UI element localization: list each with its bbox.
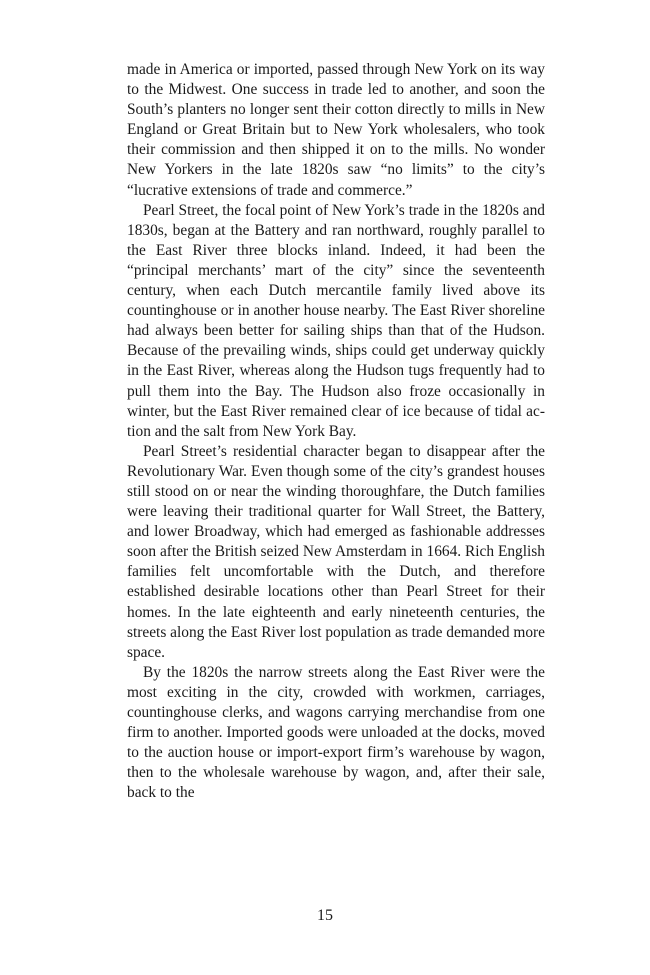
paragraph-continued: made in America or imported, passed through New York on its way to the Midwest. One success in trade led to another, and soon the South’s planters no longer sent their cotton directly to mills in New England or Great Britain but to New York wholesalers, who took their commission and then shipped it on to the mills. No wonder New Yorkers in the late 1820s saw “no limits” to the city’s “lucrative extensions of trade and commerce.”: [127, 61, 545, 199]
page-number: 15: [317, 907, 333, 924]
paragraph-1820s-streets: By the 1820s the narrow streets along the East River were the most exciting in the city, crowded with workmen, carriages, countinghouse clerks, and wagons carrying merchandise from one firm to another. Imported goods were unloaded at the docks, moved to the auction house or import-export firm’s warehouse by wagon, then to the wholesale warehouse by wagon, and, after their sale, back to the: [127, 663, 545, 802]
paragraph-residential-character: Pearl Street’s residential character began to disappear after the Revolutionary War. Even though some of the city’s grandest houses still stood on or near the winding thoroughfare, the Dutch families were leaving their traditional quarter for Wall Street, the Battery, and lower Broadway, which had emerged as fashionable addresses soon after the British seized New Amsterdam in 1664. Rich English families felt uncomfortable with the Dutch, and therefore established desirable locations other than Pearl Street for their homes. In the late eighteenth and early nineteenth centuries, the streets along the East River lost population as trade demanded more space.: [127, 442, 545, 661]
page-body: [127, 60, 545, 803]
paragraph-pearl-street: Pearl Street, the focal point of New York’s trade in the 1820s and 1830s, began at the Battery and ran northward, roughly parallel to the East River three blocks inland. Indeed, it had been the “principal merchants’ mart of the city” since the seventeenth century, when each Dutch mercantile family lived above its countinghouse or in another house nearby. The East River shoreline had always been better for sailing ships than that of the Hudson. Because of the prevailing winds, ships could get underway quickly in the East River, whereas along the Hudson tugs frequently had to pull them into the Bay. The Hudson also froze occasionally in winter, but the East River remained clear of ice because of tidal action and the salt from New York Bay.: [127, 201, 545, 440]
